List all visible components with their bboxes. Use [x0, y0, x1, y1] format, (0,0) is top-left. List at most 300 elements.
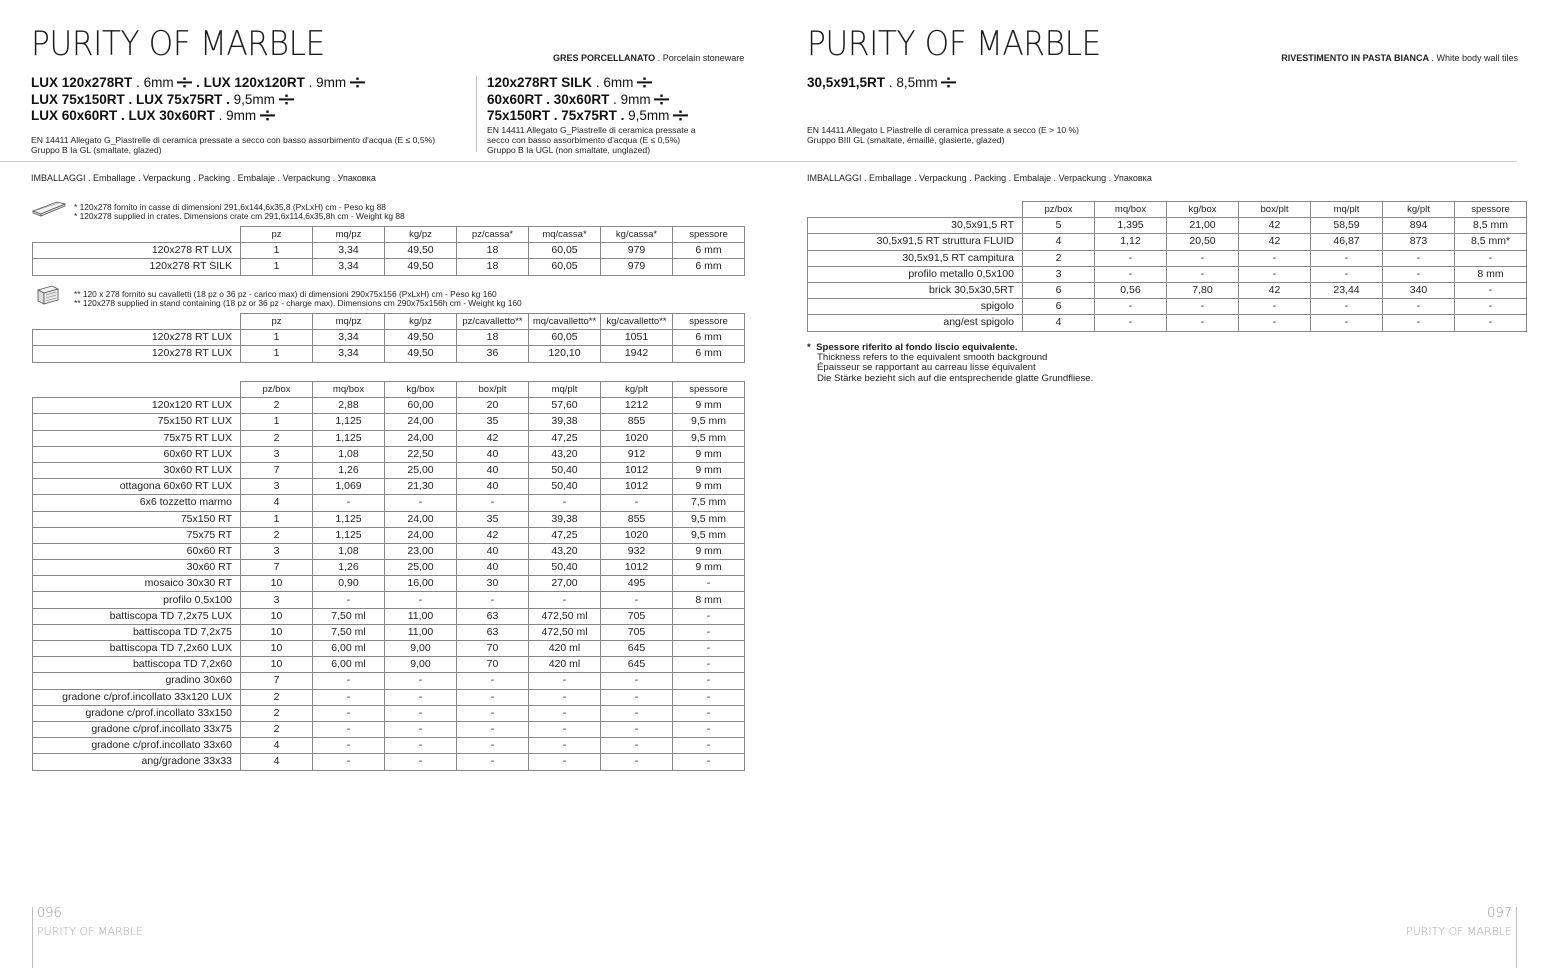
table-cell: -: [313, 689, 385, 705]
row-label: 120x278 RT LUX: [33, 330, 241, 346]
table-cell: 1,125: [313, 414, 385, 430]
table-row: [33, 243, 745, 259]
table-cell: -: [457, 754, 529, 770]
table-cell: 3: [241, 446, 313, 462]
table-cell: -: [385, 705, 457, 721]
table-cell: 495: [601, 576, 673, 592]
table-cell: 22,50: [385, 446, 457, 462]
table-cell: 3,34: [313, 330, 385, 346]
crate-note: [74, 203, 405, 221]
table-cell: 1012: [601, 479, 673, 495]
table-cell: -: [673, 721, 745, 737]
table-row: [808, 234, 1527, 250]
table-cell: 9,5 mm: [673, 414, 745, 430]
column-header: box/plt: [457, 382, 529, 398]
row-label: 120x278 RT LUX: [33, 346, 241, 362]
left-formats-glazed: [31, 75, 365, 125]
table-cell: 47,25: [529, 430, 601, 446]
table-cell: 57,60: [529, 398, 601, 414]
table-cell: 50,40: [529, 462, 601, 478]
row-label: 30,5x91,5 RT: [808, 218, 1023, 234]
table-cell: 9 mm: [673, 560, 745, 576]
row-label: 75x150 RT: [33, 511, 241, 527]
row-label: 60x60 RT LUX: [33, 446, 241, 462]
table-cell: -: [1383, 315, 1455, 331]
table-cell: 42: [1239, 282, 1311, 298]
table-row: [33, 511, 745, 527]
table-cell: 43,20: [529, 543, 601, 559]
table-row: [33, 560, 745, 576]
table-cell: 705: [601, 608, 673, 624]
format-line: LUX 60x60RT . LUX 30x60RT . 9mm: [31, 108, 365, 125]
table-cell: -: [1095, 250, 1167, 266]
table-cell: -: [457, 673, 529, 689]
row-label: battiscopa TD 7,2x60: [33, 657, 241, 673]
table-cell: 9 mm: [673, 446, 745, 462]
table-row: [33, 705, 745, 721]
table-cell: -: [457, 738, 529, 754]
column-header: pz: [241, 227, 313, 243]
table-cell: 1: [241, 330, 313, 346]
table-cell: -: [1383, 250, 1455, 266]
table-cell: 42: [457, 430, 529, 446]
table-cell: 1012: [601, 462, 673, 478]
table-cell: 63: [457, 608, 529, 624]
right-formats: [807, 75, 956, 92]
table-cell: 23,00: [385, 543, 457, 559]
table-cell: 3: [1023, 266, 1095, 282]
table-cell: -: [1167, 250, 1239, 266]
table-cell: 10: [241, 624, 313, 640]
row-label: battiscopa TD 7,2x75 LUX: [33, 608, 241, 624]
row-label: 30,5x91,5 RT campitura: [808, 250, 1023, 266]
row-label: 75x150 RT LUX: [33, 414, 241, 430]
row-label: ang/gradone 33x33: [33, 754, 241, 770]
table-row: [33, 398, 745, 414]
table-cell: -: [385, 721, 457, 737]
table-row: [33, 641, 745, 657]
column-header: mq/box: [313, 382, 385, 398]
table-cell: -: [673, 657, 745, 673]
row-label: profilo metallo 0,5x100: [808, 266, 1023, 282]
format-line: LUX 75x150RT . LUX 75x75RT . 9,5mm: [31, 92, 365, 109]
table-header-row: [33, 314, 745, 330]
table-row: [808, 218, 1527, 234]
left-packaging-label: IMBALLAGGI . Emballage . Verpackung . Packing . Embalaje . Verpackung . Упаковка: [31, 173, 376, 183]
rectified-symbol-icon: [279, 92, 294, 107]
table-cell: 705: [601, 624, 673, 640]
column-header: mq/plt: [1311, 202, 1383, 218]
norm-line: Gruppo B Ia UGL (non smaltate, unglazed): [487, 144, 651, 155]
column-header: pz/box: [241, 382, 313, 398]
row-label: 60x60 RT: [33, 543, 241, 559]
table-cell: 1,395: [1095, 218, 1167, 234]
rectified-symbol-icon: [637, 75, 652, 90]
right-footnote: [807, 343, 1093, 384]
table-cell: -: [673, 608, 745, 624]
row-label: 30x60 RT LUX: [33, 462, 241, 478]
table-row: [33, 657, 745, 673]
column-header: kg/cassa*: [601, 227, 673, 243]
table-cell: 340: [1383, 282, 1455, 298]
column-header: kg/plt: [1383, 202, 1455, 218]
table-cell: -: [601, 721, 673, 737]
table-cell: -: [673, 576, 745, 592]
table-cell: 49,50: [385, 243, 457, 259]
norm-line: EN 14411 Allegato G_Piastrelle di ceramica pressate a secco con basso assorbimento d'acqua (E ≤ 0,5%): [31, 135, 436, 145]
table-cell: 9,5 mm: [673, 527, 745, 543]
table-cell: -: [1383, 299, 1455, 315]
table-cell: -: [601, 738, 673, 754]
table-cell: 1: [241, 346, 313, 362]
table-cell: -: [1455, 282, 1527, 298]
table-cell: 1020: [601, 527, 673, 543]
table-cell: 36: [457, 346, 529, 362]
table-cell: 645: [601, 657, 673, 673]
table-cell: 4: [241, 738, 313, 754]
column-header: pz: [241, 314, 313, 330]
format-line: 60x60RT . 30x60RT . 9mm: [487, 92, 688, 109]
table-row: [33, 462, 745, 478]
table-cell: 2,88: [313, 398, 385, 414]
stand-table: [32, 313, 745, 363]
table-cell: -: [1239, 299, 1311, 315]
table-cell: 27,00: [529, 576, 601, 592]
table-row: [33, 430, 745, 446]
row-label: brick 30,5x30,5RT: [808, 282, 1023, 298]
table-cell: -: [1167, 315, 1239, 331]
table-cell: 10: [241, 576, 313, 592]
table-cell: 24,00: [385, 430, 457, 446]
norm-line: secco con basso assorbimento d'acqua (E ≤ 0,5%): [487, 134, 681, 145]
column-header: kg/plt: [601, 382, 673, 398]
table-row: [33, 721, 745, 737]
table-cell: 894: [1383, 218, 1455, 234]
table-cell: 40: [457, 560, 529, 576]
table-cell: 42: [457, 527, 529, 543]
table-row: [33, 754, 745, 770]
column-divider: [476, 76, 477, 152]
row-label: 75x75 RT LUX: [33, 430, 241, 446]
table-cell: -: [385, 738, 457, 754]
table-cell: -: [1095, 315, 1167, 331]
table-cell: 1020: [601, 430, 673, 446]
norm-line: EN 14411 Allegato L Piastrelle di ceramica pressate a secco (E > 10 %): [807, 125, 1080, 135]
table-cell: -: [313, 721, 385, 737]
table-cell: 8 mm: [673, 592, 745, 608]
table-cell: 20: [457, 398, 529, 414]
table-cell: 43,20: [529, 446, 601, 462]
column-header: mq/plt: [529, 382, 601, 398]
column-header: spessore: [673, 227, 745, 243]
table-cell: 49,50: [385, 330, 457, 346]
table-cell: 7,50 ml: [313, 608, 385, 624]
table-cell: 24,00: [385, 527, 457, 543]
table-cell: -: [1167, 266, 1239, 282]
header-divider: [0, 161, 1517, 162]
table-cell: 9 mm: [673, 543, 745, 559]
table-cell: 1: [241, 259, 313, 275]
table-cell: 8,5 mm: [1455, 218, 1527, 234]
table-cell: 6,00 ml: [313, 657, 385, 673]
table-cell: 70: [457, 641, 529, 657]
left-main-table: [32, 381, 745, 771]
crate-note-line: * 120x278 fornito in casse di dimensioni 291,6x144,6x35,8 (PxLxH) cm - Peso kg 88: [74, 202, 386, 212]
table-cell: 50,40: [529, 560, 601, 576]
table-cell: 7: [241, 560, 313, 576]
table-cell: -: [313, 738, 385, 754]
table-cell: 1,08: [313, 446, 385, 462]
table-cell: 1: [241, 243, 313, 259]
row-label: battiscopa TD 7,2x75: [33, 624, 241, 640]
column-header: kg/cavalletto**: [601, 314, 673, 330]
table-row: [33, 673, 745, 689]
table-cell: 6,00 ml: [313, 641, 385, 657]
table-cell: 6 mm: [673, 243, 745, 259]
table-row: [33, 259, 745, 275]
table-row: [808, 299, 1527, 315]
table-cell: 49,50: [385, 259, 457, 275]
table-cell: 60,00: [385, 398, 457, 414]
table-cell: 4: [1023, 315, 1095, 331]
right-packaging-label: IMBALLAGGI . Emballage . Verpackung . Packing . Embalaje . Verpackung . Упаковка: [807, 173, 1152, 183]
column-header: kg/pz: [385, 227, 457, 243]
format-line: 120x278RT SILK . 6mm: [487, 75, 688, 92]
table-cell: 6 mm: [673, 259, 745, 275]
table-cell: 5: [1023, 218, 1095, 234]
footnote-title: Spessore riferito al fondo liscio equivalente.: [816, 342, 1018, 353]
table-cell: 2: [241, 398, 313, 414]
table-cell: 40: [457, 543, 529, 559]
table-cell: -: [673, 689, 745, 705]
table-cell: -: [673, 754, 745, 770]
table-cell: 472,50 ml: [529, 624, 601, 640]
table-cell: -: [601, 689, 673, 705]
table-cell: -: [529, 592, 601, 608]
table-cell: -: [601, 754, 673, 770]
row-label: 30,5x91,5 RT struttura FLUID: [808, 234, 1023, 250]
table-cell: -: [1455, 315, 1527, 331]
table-cell: 2: [241, 705, 313, 721]
table-cell: -: [1239, 315, 1311, 331]
table-header-row: [33, 227, 745, 243]
left-footer-rule: [32, 907, 33, 968]
column-header: mq/cavalletto**: [529, 314, 601, 330]
table-cell: -: [313, 754, 385, 770]
table-row: [33, 446, 745, 462]
table-cell: 60,05: [529, 330, 601, 346]
table-cell: -: [673, 673, 745, 689]
right-page-number: 097: [1487, 906, 1512, 921]
table-row: [33, 689, 745, 705]
table-cell: 42: [1239, 234, 1311, 250]
table-cell: 1,069: [313, 479, 385, 495]
table-cell: -: [313, 592, 385, 608]
table-cell: 7,80: [1167, 282, 1239, 298]
row-label: 120x278 RT LUX: [33, 243, 241, 259]
rectified-symbol-icon: [177, 75, 192, 90]
table-row: [808, 315, 1527, 331]
table-cell: 120,10: [529, 346, 601, 362]
table-cell: 8,5 mm*: [1455, 234, 1527, 250]
table-cell: 25,00: [385, 462, 457, 478]
table-cell: 1942: [601, 346, 673, 362]
table-cell: 1051: [601, 330, 673, 346]
table-cell: -: [313, 495, 385, 511]
table-cell: 420 ml: [529, 641, 601, 657]
table-row: [33, 624, 745, 640]
table-cell: -: [673, 738, 745, 754]
table-cell: 855: [601, 511, 673, 527]
table-cell: 6 mm: [673, 346, 745, 362]
norm-line: Gruppo BIII GL (smaltate, émaillé, glasierte, glazed): [807, 134, 1005, 145]
table-cell: 24,00: [385, 511, 457, 527]
column-header: box/plt: [1239, 202, 1311, 218]
table-cell: 46,87: [1311, 234, 1383, 250]
right-category: RIVESTIMENTO IN PASTA BIANCA . White body wall tiles: [1281, 53, 1518, 63]
table-cell: 49,50: [385, 346, 457, 362]
left-page-title: PURITY OF MARBLE: [31, 24, 325, 64]
table-cell: 2: [1023, 250, 1095, 266]
table-cell: 645: [601, 641, 673, 657]
table-cell: -: [457, 689, 529, 705]
table-cell: 472,50 ml: [529, 608, 601, 624]
table-cell: -: [673, 641, 745, 657]
crate-note-line: * 120x278 supplied in crates. Dimensions crate cm 291,6x114,6x35,8h cm - Weight kg 88: [74, 211, 405, 221]
table-cell: 1: [241, 414, 313, 430]
row-label: ang/est spigolo: [808, 315, 1023, 331]
table-cell: 11,00: [385, 608, 457, 624]
table-cell: -: [1239, 250, 1311, 266]
table-cell: 9 mm: [673, 479, 745, 495]
table-cell: 9,5 mm: [673, 511, 745, 527]
right-page-title: PURITY OF MARBLE: [807, 24, 1101, 64]
table-cell: 2: [241, 527, 313, 543]
crate-table: [32, 226, 745, 276]
table-row: [33, 738, 745, 754]
table-cell: 60,05: [529, 243, 601, 259]
rectified-symbol-icon: [941, 75, 956, 90]
table-cell: 4: [241, 495, 313, 511]
table-cell: 60,05: [529, 259, 601, 275]
table-cell: -: [529, 738, 601, 754]
table-cell: -: [1311, 299, 1383, 315]
table-cell: 0,90: [313, 576, 385, 592]
table-row: [33, 608, 745, 624]
table-cell: 3,34: [313, 243, 385, 259]
table-cell: 6: [1023, 299, 1095, 315]
table-cell: 1012: [601, 560, 673, 576]
table-cell: 39,38: [529, 511, 601, 527]
table-cell: 24,00: [385, 414, 457, 430]
table-cell: 1,12: [1095, 234, 1167, 250]
table-row: [808, 266, 1527, 282]
table-cell: 1,26: [313, 560, 385, 576]
table-cell: 50,40: [529, 479, 601, 495]
table-cell: -: [673, 705, 745, 721]
row-label: battiscopa TD 7,2x60 LUX: [33, 641, 241, 657]
table-cell: 23,44: [1311, 282, 1383, 298]
table-cell: -: [1095, 266, 1167, 282]
table-cell: 932: [601, 543, 673, 559]
table-header-row: [808, 202, 1527, 218]
row-label: ottagona 60x60 RT LUX: [33, 479, 241, 495]
row-label: gradone c/prof.incollato 33x120 LUX: [33, 689, 241, 705]
right-main-table: [807, 201, 1527, 332]
table-cell: 9,5 mm: [673, 430, 745, 446]
table-cell: -: [1455, 250, 1527, 266]
row-label: 75x75 RT: [33, 527, 241, 543]
column-header: mq/pz: [313, 227, 385, 243]
row-label: spigolo: [808, 299, 1023, 315]
table-row: [33, 479, 745, 495]
left-page-number: 096: [37, 906, 62, 921]
table-cell: 35: [457, 414, 529, 430]
table-row: [33, 414, 745, 430]
table-cell: 47,25: [529, 527, 601, 543]
table-cell: 9 mm: [673, 462, 745, 478]
left-norm-glazed: [31, 136, 471, 156]
table-cell: -: [457, 721, 529, 737]
rectified-symbol-icon: [673, 108, 688, 123]
left-formats-unglazed: [487, 75, 688, 125]
row-label: 120x278 RT SILK: [33, 259, 241, 275]
blank-header-cell: [808, 202, 1023, 218]
column-header: kg/pz: [385, 314, 457, 330]
crate-icon: [31, 199, 67, 217]
table-row: [33, 543, 745, 559]
column-header: kg/box: [385, 382, 457, 398]
table-cell: -: [601, 592, 673, 608]
table-cell: 1: [241, 511, 313, 527]
table-cell: 9,00: [385, 657, 457, 673]
table-cell: 40: [457, 446, 529, 462]
table-cell: 3: [241, 479, 313, 495]
row-label: gradone c/prof.incollato 33x60: [33, 738, 241, 754]
stand-icon: [35, 284, 61, 306]
format-line: 30,5x91,5RT . 8,5mm: [807, 75, 956, 92]
table-cell: -: [1095, 299, 1167, 315]
table-cell: 70: [457, 657, 529, 673]
table-cell: 1,125: [313, 527, 385, 543]
row-label: 30x60 RT: [33, 560, 241, 576]
table-cell: 979: [601, 243, 673, 259]
table-cell: 21,00: [1167, 218, 1239, 234]
table-cell: -: [601, 495, 673, 511]
table-cell: 420 ml: [529, 657, 601, 673]
table-cell: 1,26: [313, 462, 385, 478]
rectified-symbol-icon: [350, 75, 365, 90]
row-label: gradone c/prof.incollato 33x150: [33, 705, 241, 721]
table-cell: -: [1167, 299, 1239, 315]
footnote-line: Thickness refers to the equivalent smooth background: [817, 352, 1048, 364]
table-cell: 58,59: [1311, 218, 1383, 234]
table-cell: 18: [457, 259, 529, 275]
table-cell: 3,34: [313, 259, 385, 275]
table-cell: -: [1311, 250, 1383, 266]
column-header: mq/pz: [313, 314, 385, 330]
format-line: 75x150RT . 75x75RT . 9,5mm: [487, 108, 688, 125]
table-cell: 10: [241, 641, 313, 657]
table-cell: 6: [1023, 282, 1095, 298]
table-cell: -: [385, 495, 457, 511]
table-cell: -: [1311, 315, 1383, 331]
table-cell: 7,50 ml: [313, 624, 385, 640]
row-label: mosaico 30x30 RT: [33, 576, 241, 592]
table-cell: -: [529, 673, 601, 689]
table-cell: 4: [241, 754, 313, 770]
table-row: [808, 282, 1527, 298]
